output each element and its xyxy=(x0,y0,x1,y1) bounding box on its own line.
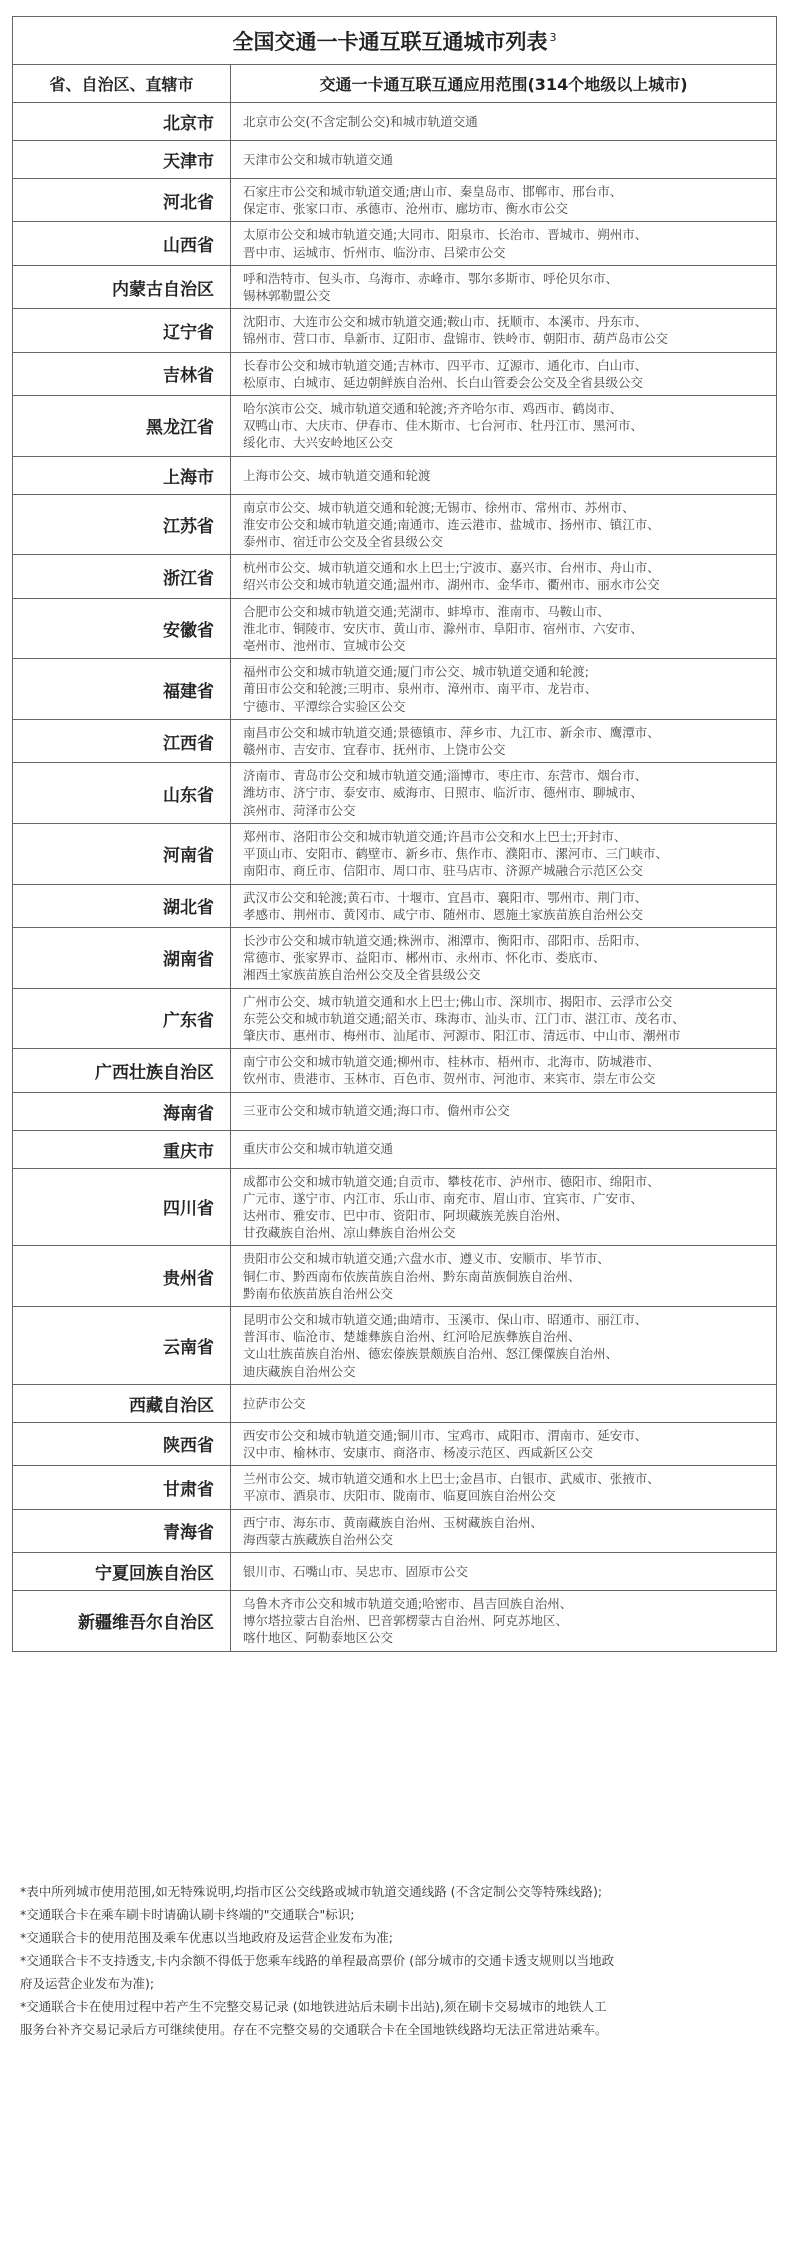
table-row xyxy=(13,1092,777,1130)
province-cell: 吉林省 xyxy=(13,352,231,395)
province-cell: 海南省 xyxy=(13,1092,231,1130)
province-cell: 河北省 xyxy=(13,179,231,222)
coverage-line: 北京市公交(不含定制公交)和城市轨道交通 xyxy=(243,113,478,129)
coverage-line: 保定市、张家口市、承德市、沧州市、廊坊市、衡水市公交 xyxy=(243,201,569,217)
province-cell: 北京市 xyxy=(13,103,231,141)
table-row xyxy=(13,1384,777,1422)
footnote-line: *交通联合卡在乘车刷卡时请确认刷卡终端的"交通联合"标识; xyxy=(20,1907,355,1922)
coverage-line: 绥化市、大兴安岭地区公交 xyxy=(243,435,394,451)
province-cell: 云南省 xyxy=(13,1306,231,1384)
coverage-line: 石家庄市公交和城市轨道交通;唐山市、秦皇岛市、邯郸市、邢台市、 xyxy=(243,184,623,199)
table-row xyxy=(13,1422,777,1465)
table-row xyxy=(13,1509,777,1552)
coverage-line: 广州市公交、城市轨道交通和水上巴士;佛山市、深圳市、揭阳市、云浮市公交 xyxy=(243,993,673,1009)
table-row xyxy=(13,1049,777,1092)
coverage-cell xyxy=(231,1466,777,1509)
coverage-line: 滨州市、菏泽市公交 xyxy=(243,802,356,818)
table-row xyxy=(13,555,777,598)
province-cell: 内蒙古自治区 xyxy=(13,265,231,308)
table-row xyxy=(13,927,777,988)
province-cell: 辽宁省 xyxy=(13,309,231,352)
coverage-line: 沈阳市、大连市公交和城市轨道交通;鞍山市、抚顺市、本溪市、丹东市、 xyxy=(243,314,648,330)
coverage-line: 太原市公交和城市轨道交通;大同市、阳泉市、长治市、晋城市、朔州市、 xyxy=(243,227,648,243)
table-row xyxy=(13,659,777,720)
coverage-cell xyxy=(231,1384,777,1422)
coverage-line: 哈尔滨市公交、城市轨道交通和轮渡;齐齐哈尔市、鸡西市、鹤岗市、 xyxy=(243,401,623,417)
coverage-line: 莆田市公交和轮渡;三明市、泉州市、漳州市、南平市、龙岩市、 xyxy=(243,681,598,697)
province-cell: 江苏省 xyxy=(13,494,231,555)
table-row xyxy=(13,1552,777,1590)
coverage-cell xyxy=(231,179,777,222)
table-row xyxy=(13,719,777,762)
coverage-line: 汉中市、榆林市、安康市、商洛市、杨凌示范区、西咸新区公交 xyxy=(243,1444,594,1460)
province-cell: 西藏自治区 xyxy=(13,1384,231,1422)
coverage-line: 喀什地区、阿勒泰地区公交 xyxy=(243,1630,394,1646)
coverage-cell xyxy=(231,1422,777,1465)
province-cell: 安徽省 xyxy=(13,598,231,659)
coverage-line: 海西蒙古族藏族自治州公交 xyxy=(243,1531,394,1547)
table-title xyxy=(13,17,777,65)
coverage-line: 钦州市、贵港市、玉林市、百色市、贺州市、河池市、来宾市、崇左市公交 xyxy=(243,1071,656,1087)
coverage-line: 重庆市公交和城市轨道交通 xyxy=(243,1141,394,1157)
table-row xyxy=(13,1590,777,1651)
table-row xyxy=(13,222,777,265)
coverage-line: 成都市公交和城市轨道交通;自贡市、攀枝花市、泸州市、德阳市、绵阳市、 xyxy=(243,1173,660,1189)
coverage-cell xyxy=(231,598,777,659)
coverage-line: 福州市公交和城市轨道交通;厦门市公交、城市轨道交通和轮渡; xyxy=(243,664,589,680)
coverage-cell xyxy=(231,555,777,598)
table-row xyxy=(13,352,777,395)
coverage-cell xyxy=(231,1130,777,1168)
coverage-line: 天津市公交和城市轨道交通 xyxy=(243,151,394,167)
coverage-line: 平凉市、酒泉市、庆阳市、陇南市、临夏回族自治州公交 xyxy=(243,1488,556,1504)
coverage-column-header: 交通一卡通互联互通应用范围(314个地级以上城市) xyxy=(231,65,777,103)
coverage-line: 亳州市、池州市、宣城市公交 xyxy=(243,638,406,654)
coverage-line: 博尔塔拉蒙古自治州、巴音郭楞蒙古自治州、阿克苏地区、 xyxy=(243,1613,569,1629)
province-cell: 上海市 xyxy=(13,456,231,494)
coverage-line: 肇庆市、惠州市、梅州市、汕尾市、河源市、阳江市、清远市、中山市、潮州市 xyxy=(243,1027,681,1043)
coverage-line: 拉萨市公交 xyxy=(243,1395,306,1411)
coverage-line: 达州市、雅安市、巴中市、资阳市、阿坝藏族羌族自治州、 xyxy=(243,1207,569,1223)
coverage-line: 锦州市、营口市、阜新市、辽阳市、盘锦市、铁岭市、朝阳市、葫芦岛市公交 xyxy=(243,331,669,347)
footnotes xyxy=(20,1880,776,2041)
province-cell: 湖北省 xyxy=(13,884,231,927)
coverage-line: 黔南布依族苗族自治州公交 xyxy=(243,1285,394,1301)
province-cell: 天津市 xyxy=(13,141,231,179)
table-body xyxy=(13,103,777,1652)
coverage-line: 长沙市公交和城市轨道交通;株洲市、湘潭市、衡阳市、邵阳市、岳阳市、 xyxy=(243,932,648,948)
province-cell: 福建省 xyxy=(13,659,231,720)
coverage-cell xyxy=(231,352,777,395)
coverage-line: 上海市公交、城市轨道交通和轮渡 xyxy=(243,467,431,483)
footnote-line: 府及运营企业发布为准); xyxy=(20,1976,155,1991)
coverage-line: 兰州市公交、城市轨道交通和水上巴士;金昌市、白银市、武威市、张掖市、 xyxy=(243,1471,660,1487)
coverage-line: 西安市公交和城市轨道交通;铜川市、宝鸡市、咸阳市、渭南市、延安市、 xyxy=(243,1427,648,1443)
title-text: 全国交通一卡通互联互通城市列表 xyxy=(232,29,548,54)
coverage-line: 淮安市公交和城市轨道交通;南通市、连云港市、盐城市、扬州市、镇江市、 xyxy=(243,516,660,532)
coverage-line: 宁德市、平潭综合实验区公交 xyxy=(243,698,406,714)
coverage-cell xyxy=(231,763,777,824)
coverage-cell xyxy=(231,1509,777,1552)
coverage-line: 甘孜藏族自治州、凉山彝族自治州公交 xyxy=(243,1225,456,1241)
coverage-line: 锡林郭勒盟公交 xyxy=(243,288,331,304)
province-cell: 重庆市 xyxy=(13,1130,231,1168)
table-row xyxy=(13,141,777,179)
coverage-line: 南京市公交、城市轨道交通和轮渡;无锡市、徐州市、常州市、苏州市、 xyxy=(243,499,635,515)
province-cell: 新疆维吾尔自治区 xyxy=(13,1590,231,1651)
coverage-cell xyxy=(231,103,777,141)
title-footnote-mark: 3 xyxy=(549,30,557,44)
coverage-line: 双鸭山市、大庆市、伊春市、佳木斯市、七台河市、牡丹江市、黑河市、 xyxy=(243,418,644,434)
coverage-line: 银川市、石嘴山市、吴忠市、固原市公交 xyxy=(243,1563,469,1579)
table-row xyxy=(13,309,777,352)
province-cell: 陕西省 xyxy=(13,1422,231,1465)
coverage-line: 赣州市、吉安市、宜春市、抚州市、上饶市公交 xyxy=(243,742,506,758)
city-list-table xyxy=(12,16,777,1652)
coverage-cell xyxy=(231,265,777,308)
coverage-cell xyxy=(231,659,777,720)
coverage-cell xyxy=(231,1049,777,1092)
coverage-cell xyxy=(231,1552,777,1590)
province-cell: 广西壮族自治区 xyxy=(13,1049,231,1092)
coverage-line: 孝感市、荆州市、黄冈市、咸宁市、随州市、恩施土家族苗族自治州公交 xyxy=(243,906,644,922)
table-row xyxy=(13,1130,777,1168)
coverage-line: 三亚市公交和城市轨道交通;海口市、儋州市公交 xyxy=(243,1103,510,1119)
table-row xyxy=(13,988,777,1049)
footnote-line: 服务台补齐交易记录后方可继续使用。存在不完整交易的交通联合卡在全国地铁线路均无法正常进站乘车。 xyxy=(20,2022,608,2037)
coverage-line: 武汉市公交和轮渡;黄石市、十堰市、宜昌市、襄阳市、鄂州市、荆门市、 xyxy=(243,889,648,905)
table-row xyxy=(13,598,777,659)
footnote-line: *表中所列城市使用范围,如无特殊说明,均指市区公交线路或城市轨道交通线路 (不含定制公交等特殊线路); xyxy=(20,1884,603,1899)
table-row xyxy=(13,494,777,555)
coverage-line: 晋中市、运城市、忻州市、临汾市、吕梁市公交 xyxy=(243,244,506,260)
coverage-cell xyxy=(231,1306,777,1384)
coverage-line: 济南市、青岛市公交和城市轨道交通;淄博市、枣庄市、东营市、烟台市、 xyxy=(243,768,648,784)
coverage-line: 昆明市公交和城市轨道交通;曲靖市、玉溪市、保山市、昭通市、丽江市、 xyxy=(243,1311,648,1327)
coverage-cell xyxy=(231,1092,777,1130)
province-cell: 黑龙江省 xyxy=(13,396,231,457)
footnote-line: *交通联合卡不支持透支,卡内余额不得低于您乘车线路的单程最高票价 (部分城市的交通卡透支规则以当地政 xyxy=(20,1953,615,1968)
header-row xyxy=(13,65,777,103)
province-cell: 四川省 xyxy=(13,1168,231,1246)
coverage-line: 西宁市、海东市、黄南藏族自治州、玉树藏族自治州、 xyxy=(243,1514,544,1530)
coverage-cell xyxy=(231,309,777,352)
coverage-line: 南宁市公交和城市轨道交通;柳州市、桂林市、梧州市、北海市、防城港市、 xyxy=(243,1054,660,1070)
coverage-line: 平顶山市、安阳市、鹤壁市、新乡市、焦作市、濮阳市、漯河市、三门峡市、 xyxy=(243,846,669,862)
coverage-line: 铜仁市、黔西南布依族苗族自治州、黔东南苗族侗族自治州、 xyxy=(243,1268,581,1284)
coverage-line: 普洱市、临沧市、楚雄彝族自治州、红河哈尼族彝族自治州、 xyxy=(243,1329,581,1345)
table-row xyxy=(13,456,777,494)
coverage-cell xyxy=(231,719,777,762)
coverage-cell xyxy=(231,456,777,494)
province-cell: 湖南省 xyxy=(13,927,231,988)
table-row xyxy=(13,179,777,222)
coverage-line: 湘西土家族苗族自治州公交及全省县级公交 xyxy=(243,967,481,983)
coverage-line: 合肥市公交和城市轨道交通;芜湖市、蚌埠市、淮南市、马鞍山市、 xyxy=(243,603,610,619)
coverage-cell xyxy=(231,1590,777,1651)
table-row xyxy=(13,1306,777,1384)
coverage-cell xyxy=(231,1246,777,1307)
coverage-cell xyxy=(231,823,777,884)
coverage-line: 淮北市、铜陵市、安庆市、黄山市、滁州市、阜阳市、宿州市、六安市、 xyxy=(243,620,644,636)
coverage-line: 杭州市公交、城市轨道交通和水上巴士;宁波市、嘉兴市、台州市、舟山市、 xyxy=(243,560,660,576)
title-row xyxy=(13,17,777,65)
table-row xyxy=(13,1466,777,1509)
coverage-line: 泰州市、宿迁市公交及全省县级公交 xyxy=(243,534,444,550)
coverage-line: 松原市、白城市、延边朝鲜族自治州、长白山管委会公交及全省县级公交 xyxy=(243,374,644,390)
coverage-line: 迪庆藏族自治州公交 xyxy=(243,1363,356,1379)
coverage-line: 贵阳市公交和城市轨道交通;六盘水市、遵义市、安顺市、毕节市、 xyxy=(243,1251,610,1267)
footnote-line: *交通联合卡在使用过程中若产生不完整交易记录 (如地铁进站后未刷卡出站),须在刷卡交易城市的地铁人工 xyxy=(20,1999,607,2014)
table-row xyxy=(13,103,777,141)
coverage-cell xyxy=(231,494,777,555)
coverage-cell xyxy=(231,396,777,457)
province-column-header: 省、自治区、直辖市 xyxy=(13,65,231,103)
province-cell: 河南省 xyxy=(13,823,231,884)
province-cell: 江西省 xyxy=(13,719,231,762)
province-cell: 青海省 xyxy=(13,1509,231,1552)
table-row xyxy=(13,823,777,884)
coverage-line: 常德市、张家界市、益阳市、郴州市、永州市、怀化市、娄底市、 xyxy=(243,950,606,966)
table-row xyxy=(13,265,777,308)
province-cell: 甘肃省 xyxy=(13,1466,231,1509)
table-row xyxy=(13,884,777,927)
table-row xyxy=(13,1168,777,1246)
province-cell: 山西省 xyxy=(13,222,231,265)
coverage-cell xyxy=(231,222,777,265)
coverage-line: 南昌市公交和城市轨道交通;景德镇市、萍乡市、九江市、新余市、鹰潭市、 xyxy=(243,724,660,740)
province-cell: 浙江省 xyxy=(13,555,231,598)
table-row xyxy=(13,396,777,457)
coverage-line: 南阳市、商丘市、信阳市、周口市、驻马店市、济源产城融合示范区公交 xyxy=(243,863,644,879)
coverage-line: 文山壮族苗族自治州、德宏傣族景颇族自治州、怒江傈僳族自治州、 xyxy=(243,1346,619,1362)
coverage-line: 长春市公交和城市轨道交通;吉林市、四平市、辽源市、通化市、白山市、 xyxy=(243,357,648,373)
coverage-cell xyxy=(231,141,777,179)
coverage-cell xyxy=(231,884,777,927)
coverage-line: 呼和浩特市、包头市、乌海市、赤峰市、鄂尔多斯市、呼伦贝尔市、 xyxy=(243,270,619,286)
coverage-line: 广元市、遂宁市、内江市、乐山市、南充市、眉山市、宜宾市、广安市、 xyxy=(243,1190,644,1206)
table-row xyxy=(13,1246,777,1307)
coverage-cell xyxy=(231,927,777,988)
coverage-cell xyxy=(231,988,777,1049)
province-cell: 贵州省 xyxy=(13,1246,231,1307)
footnote-line: *交通联合卡的使用范围及乘车优惠以当地政府及运营企业发布为准; xyxy=(20,1930,393,1945)
province-cell: 广东省 xyxy=(13,988,231,1049)
table-row xyxy=(13,763,777,824)
coverage-line: 郑州市、洛阳市公交和城市轨道交通;许昌市公交和水上巴士;开封市、 xyxy=(243,828,627,844)
coverage-line: 潍坊市、济宁市、泰安市、威海市、日照市、临沂市、德州市、聊城市、 xyxy=(243,785,644,801)
province-cell: 宁夏回族自治区 xyxy=(13,1552,231,1590)
coverage-line: 东莞公交和城市轨道交通;韶关市、珠海市、汕头市、江门市、湛江市、茂名市、 xyxy=(243,1010,685,1026)
coverage-line: 绍兴市公交和城市轨道交通;温州市、湖州市、金华市、衢州市、丽水市公交 xyxy=(243,577,660,593)
coverage-cell xyxy=(231,1168,777,1246)
province-cell: 山东省 xyxy=(13,763,231,824)
coverage-line: 乌鲁木齐市公交和城市轨道交通;哈密市、昌吉回族自治州、 xyxy=(243,1595,573,1611)
